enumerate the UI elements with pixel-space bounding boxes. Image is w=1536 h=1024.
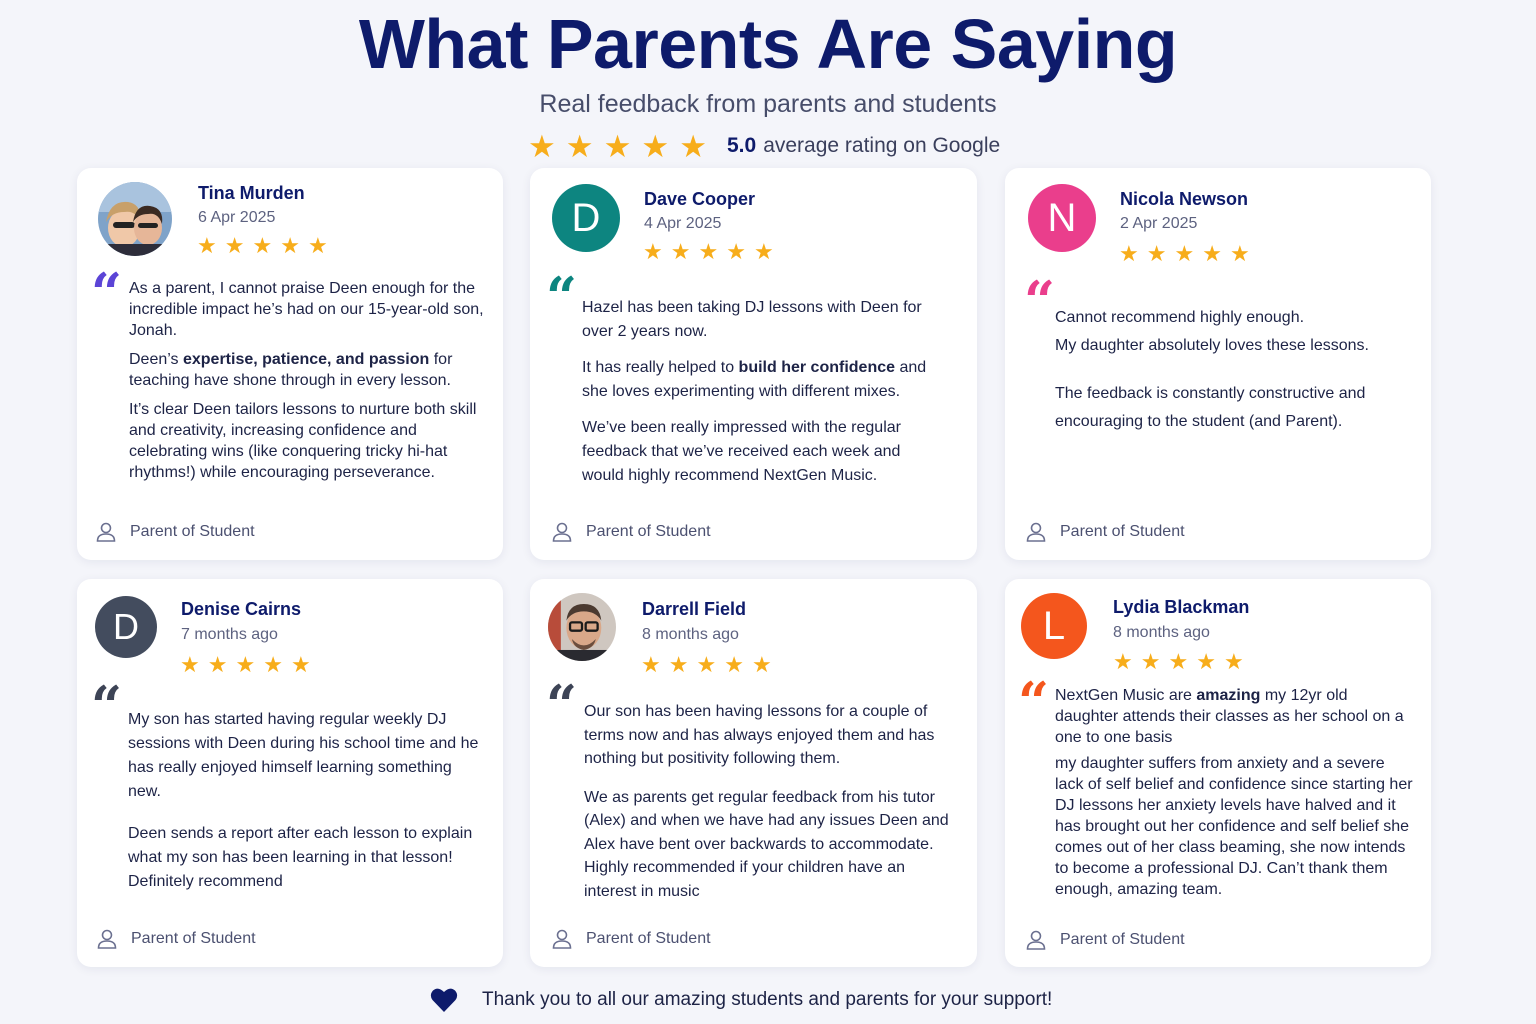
star-icon: ★ (753, 239, 774, 264)
review-paragraph: Deen sends a report after each lesson to explain what my son has been learning in that lesson! Definitely recommend (128, 825, 473, 890)
reviewer-role: Parent of Student (550, 927, 711, 951)
review-text (582, 296, 942, 496)
review-paragraph: The feedback is constantly constructive and encouraging to the student (and Parent). (1055, 385, 1366, 430)
reviewer-role: Parent of Student (1024, 928, 1185, 952)
review-paragraph: My son has started having regular weekly DJ sessions with Deen during his school time and he has really enjoyed himself learning something new. (128, 711, 479, 800)
review-text (129, 278, 487, 491)
review-card (77, 579, 503, 967)
review-card (77, 168, 503, 560)
review-date: 4 Apr 2025 (644, 215, 722, 232)
review-paragraph: my daughter suffers from anxiety and a severe lack of self belief and confidence since starting her DJ lessons her anxiety levels have halved and it has brought out her confidence and self belief she comes out of her class beaming, she now intends to become a professional DJ. Can’t thank them enough, amazing team. (1055, 755, 1413, 898)
quote-pink-icon: “ (1024, 269, 1056, 333)
reviewer-role: Parent of Student (550, 520, 711, 544)
star-icon: ★ (1202, 241, 1222, 266)
quote-teal-icon: “ (546, 265, 578, 329)
avatar (1028, 184, 1096, 252)
google-rating (528, 128, 1000, 164)
user-icon (1024, 928, 1048, 952)
rating-value: 5.0 (726, 134, 757, 157)
reviewer-role: Parent of Student (95, 927, 256, 951)
reviewer-role: Parent of Student (1024, 520, 1185, 544)
review-text (1055, 685, 1413, 908)
rating-stars (528, 128, 707, 164)
star-icon: ★ (1196, 649, 1216, 674)
star-icon: ★ (528, 128, 556, 164)
star-icon: ★ (224, 233, 245, 258)
review-date: 8 months ago (1113, 624, 1210, 641)
avatar (1021, 593, 1087, 659)
rating-text: average rating on Google (763, 134, 1001, 157)
star-icon: ★ (1229, 241, 1250, 266)
user-icon (1024, 520, 1048, 544)
star-icon: ★ (280, 233, 300, 258)
quote-purple-icon: “ (91, 261, 123, 325)
review-stars (1119, 243, 1250, 265)
review-paragraph: We’ve been really impressed with the regular feedback that we’ve received each week and would highly recommend NextGen Music. (582, 419, 901, 484)
reviewer-name: Dave Cooper (644, 189, 756, 209)
quote-dark-icon: “ (546, 673, 578, 737)
star-icon: ★ (252, 233, 273, 258)
avatar (95, 596, 157, 658)
review-paragraph: It’s clear Deen tailors lessons to nurture both skill and creativity, increasing confidence and celebrating wins (like conquering tricky hi-hat rhythms!) while encouraging perseverance. (129, 401, 477, 481)
star-icon: ★ (751, 652, 772, 677)
avatar (98, 182, 172, 256)
review-paragraph: Hazel has been taking DJ lessons with Deen for over 2 years now. (582, 299, 922, 340)
star-icon: ★ (698, 239, 719, 264)
reviewer-role: Parent of Student (94, 520, 255, 544)
review-text (128, 708, 488, 902)
review-paragraph: It has really helped to build her confidence and she loves experimenting with different mixes. (582, 359, 927, 400)
quote-dark-icon: “ (91, 674, 123, 738)
avatar (552, 184, 620, 252)
review-paragraph: As a parent, I cannot praise Deen enough for the incredible impact he’s had on our 15-year-old son, Jonah. (129, 280, 484, 339)
star-icon: ★ (643, 239, 663, 264)
review-paragraph: My daughter absolutely loves these lessons. (1055, 337, 1369, 354)
review-text (584, 700, 954, 911)
star-icon: ★ (197, 233, 217, 258)
avatar-photo-icon (98, 182, 172, 256)
quote-orange-icon: “ (1018, 670, 1050, 734)
review-paragraph: Our son has been having lessons for a couple of terms now and has always enjoyed them and has nothing but positivity following them. (584, 703, 935, 767)
star-icon: ★ (1113, 649, 1133, 674)
star-icon: ★ (603, 128, 632, 164)
star-icon: ★ (1223, 649, 1244, 674)
star-icon: ★ (290, 652, 311, 677)
star-icon: ★ (696, 652, 717, 677)
star-icon: ★ (207, 652, 228, 677)
user-icon (94, 520, 118, 544)
review-stars (643, 241, 774, 263)
thanks-text: Thank you to all our amazing students and parents for your support! (482, 989, 1053, 1010)
thanks-footer (430, 982, 1052, 1018)
review-card (1005, 168, 1431, 560)
star-icon: ★ (679, 128, 707, 164)
review-card (530, 168, 977, 560)
review-paragraph: Deen’s expertise, patience, and passion for teaching have shone through in every lesson. (129, 351, 453, 389)
star-icon: ★ (1140, 649, 1161, 674)
avatar-photo-icon (548, 593, 616, 661)
star-icon: ★ (1119, 241, 1139, 266)
review-stars (197, 235, 328, 257)
page-subtitle: Real feedback from parents and students (539, 90, 997, 118)
review-paragraph: We as parents get regular feedback from his tutor (Alex) and when we have had any issues Deen and Alex have bent over backwards to accommodate. Highly recommended if your children have an interest in music (584, 788, 949, 900)
avatar-initial: L (1042, 603, 1066, 648)
star-icon: ★ (565, 128, 594, 164)
review-date: 2 Apr 2025 (1120, 215, 1198, 232)
user-icon (550, 927, 574, 951)
star-icon: ★ (1168, 649, 1189, 674)
user-icon (95, 927, 119, 951)
star-icon: ★ (726, 239, 746, 264)
avatar-initial: D (113, 606, 139, 647)
reviewer-name: Nicola Newson (1120, 189, 1249, 209)
reviewer-name: Darrell Field (642, 599, 747, 619)
reviewer-name: Lydia Blackman (1113, 597, 1250, 617)
star-icon: ★ (668, 652, 689, 677)
star-icon: ★ (235, 652, 256, 677)
review-card (1005, 579, 1431, 967)
star-icon: ★ (670, 239, 691, 264)
review-date: 8 months ago (642, 626, 739, 643)
page-title: What Parents Are Saying (358, 5, 1178, 83)
review-date: 7 months ago (181, 626, 278, 643)
review-stars (180, 654, 311, 676)
star-icon: ★ (641, 652, 661, 677)
review-date: 6 Apr 2025 (198, 209, 276, 226)
star-icon: ★ (307, 233, 328, 258)
star-icon: ★ (641, 128, 670, 164)
review-paragraph: NextGen Music are amazing my 12yr old daughter attends their classes as her school on a one to one basis (1055, 687, 1404, 746)
review-text (1055, 304, 1405, 444)
reviewer-name: Tina Murden (198, 183, 305, 203)
review-stars (641, 654, 772, 676)
review-stars (1113, 651, 1244, 673)
star-icon: ★ (1174, 241, 1195, 266)
star-icon: ★ (180, 652, 200, 677)
review-card (530, 579, 977, 967)
reviewer-name: Denise Cairns (181, 599, 302, 619)
star-icon: ★ (724, 652, 744, 677)
avatar-initial: D (571, 195, 601, 240)
heart-icon (430, 987, 458, 1013)
avatar (548, 593, 616, 661)
star-icon: ★ (1146, 241, 1167, 266)
review-paragraph: Cannot recommend highly enough. (1055, 309, 1305, 326)
star-icon: ★ (263, 652, 283, 677)
user-icon (550, 520, 574, 544)
avatar-initial: N (1047, 195, 1077, 240)
